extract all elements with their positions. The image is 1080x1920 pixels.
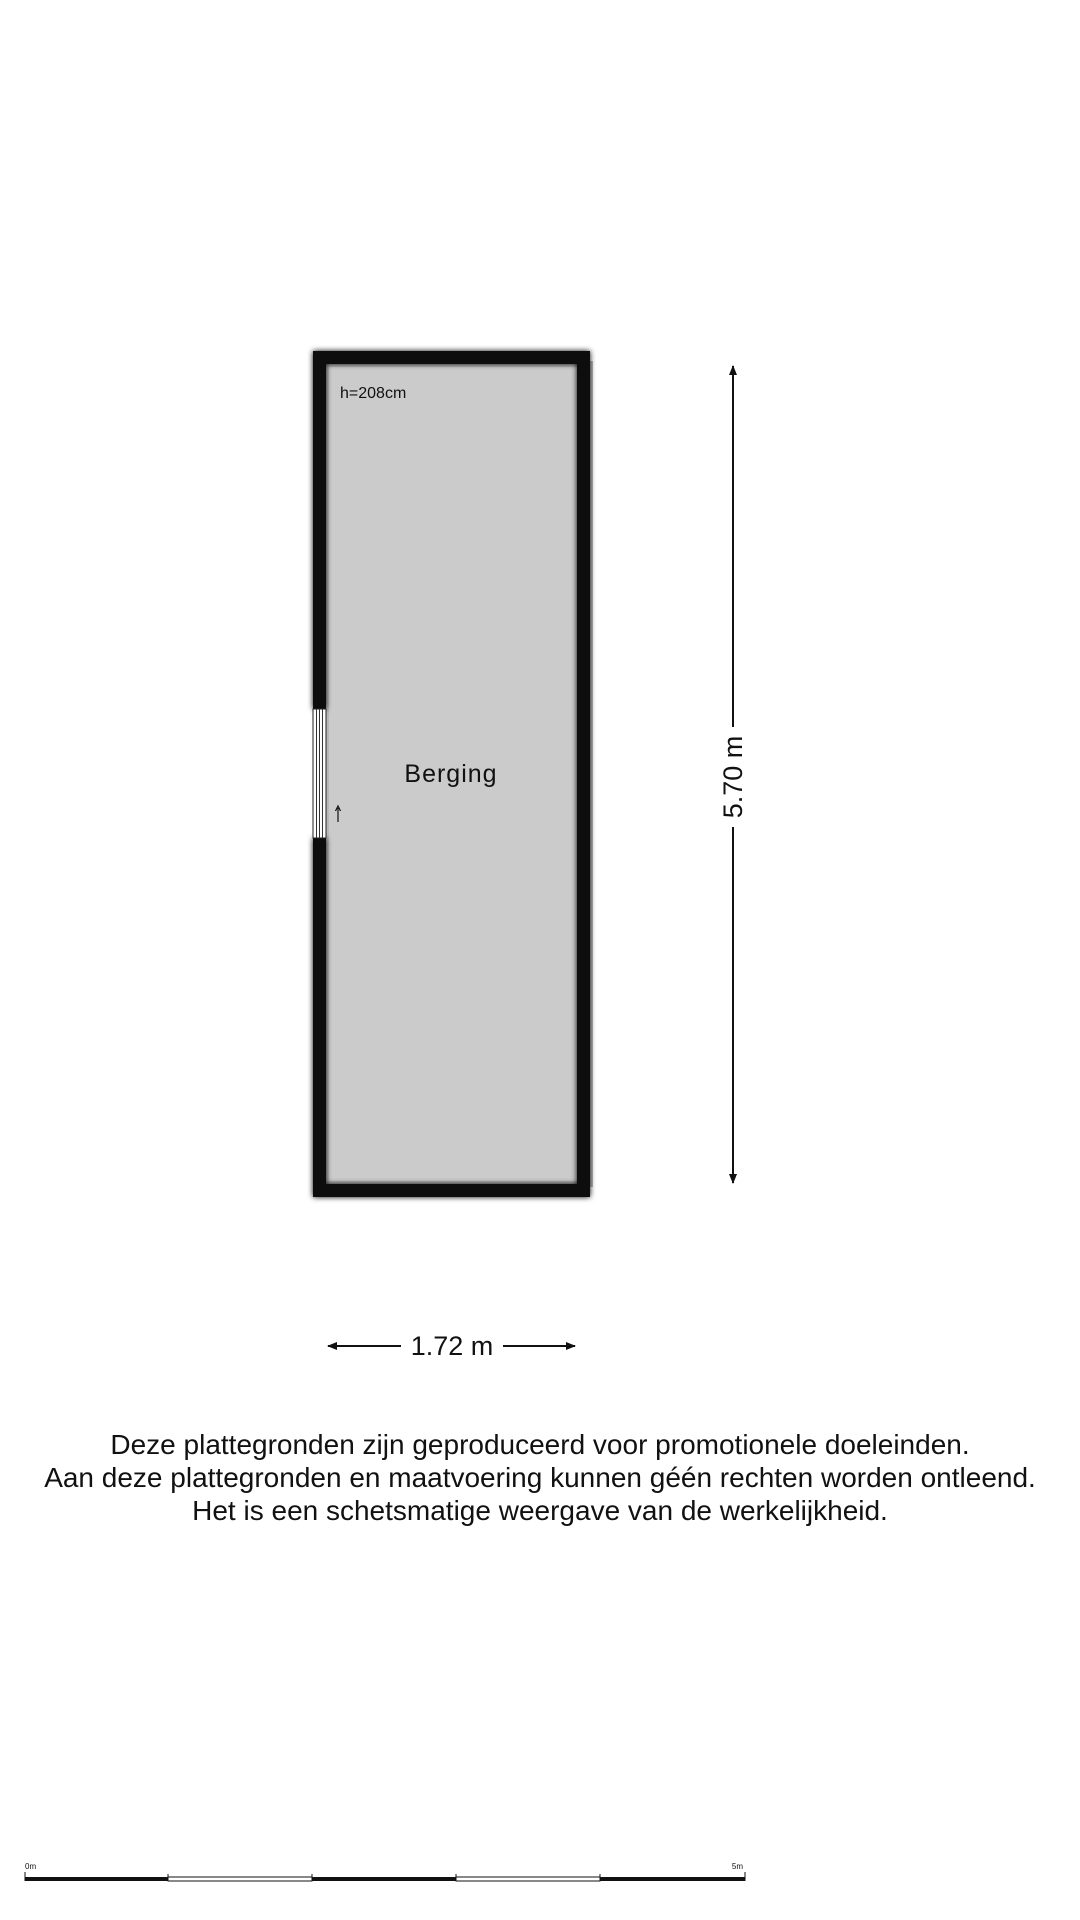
room-height-label: h=208cm [340,385,407,402]
window [313,709,326,838]
wall-left-upper [313,351,326,709]
wall-bottom [313,1184,590,1197]
wall-top [313,351,590,364]
scale-bar-segment-5 [600,1877,745,1881]
disclaimer-line-2: Aan deze plattegronden en maatvoering kunnen géén rechten worden ontleend. [44,1462,1036,1493]
wall-right [577,351,590,1197]
disclaimer [0,1428,1080,1527]
scale-bar [25,1862,745,1881]
disclaimer-line-3: Het is een schetsmatige weergave van de werkelijkheid. [192,1495,888,1526]
height-dimension [718,366,748,1183]
height-dimension-label: 5.70 m [718,735,748,819]
scale-bar-segment-3 [312,1877,456,1881]
scale-bar-start-label: 0m [25,1862,37,1871]
width-dimension-label: 1.72 m [410,1331,494,1361]
scale-bar-segment-4 [456,1877,600,1881]
wall-left-lower [313,838,326,1197]
scale-bar-end-label: 5m [731,1862,743,1871]
width-dimension [328,1331,575,1361]
scale-bar-segment-1 [25,1877,168,1881]
scale-bar-segment-2 [168,1877,312,1881]
disclaimer-line-1: Deze plattegronden zijn geproduceerd voor promotionele doeleinden. [110,1429,970,1460]
room-name: Berging [404,760,498,788]
